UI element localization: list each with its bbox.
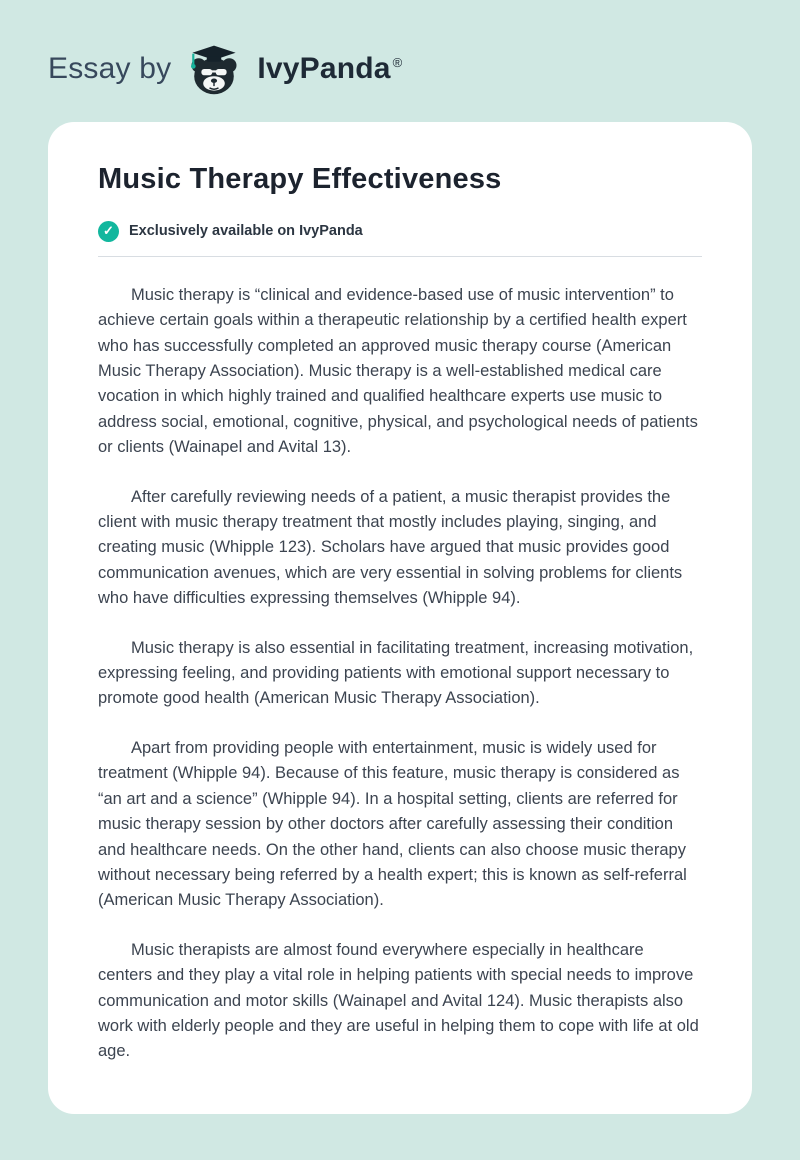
brand-text: IvyPanda [257,52,391,85]
availability-label: Exclusively available on IvyPanda [129,223,363,240]
essay-by-label: Essay by [48,52,172,85]
essay-card [48,122,752,1114]
availability-row [98,221,702,242]
essay-title: Music Therapy Effectiveness [98,163,502,195]
divider [98,256,702,257]
essay-paragraph-5: Music therapists are almost found everywhere especially in healthcare centers and they play a vital role in helping patients with special needs to improve communication and motor skills (Wainapel and Avital 124). Music therapists also work with elderly people and they are useful in helping them to cope with life at old age. [98,940,699,1061]
essay-paragraph-2: After carefully reviewing needs of a patient, a music therapist provides the client with music therapy treatment that mostly includes playing, singing, and creating music (Whipple 123). Scholars have argued that music provides good communication avenues, which are very essential in solving problems for clients who have difficulties expressing themselves (Whipple 94). [98,487,683,608]
essay-paragraph-3: Music therapy is also essential in facilitating treatment, increasing motivation, expressing feeling, and providing patients with emotional support necessary to promote good health (American Music Therapy Association). [98,638,694,708]
registered-mark: ® [392,55,403,70]
check-icon: ✓ [98,221,119,242]
header [0,0,800,122]
brand-name [257,52,402,86]
essay-paragraph-1: Music therapy is “clinical and evidence-based use of music intervention” to achieve certain goals within a therapeutic relationship by a certified health expert who has successfully completed an approved music therapy course (American Music Therapy Association). Music therapy is a well-established medical care vocation in which highly trained and qualified healthcare experts use music to address social, emotional, cognitive, physical, and psychological needs of patients or clients (Wainapel and Avital 13). [98,285,698,457]
ivypanda-logo-icon [185,42,243,96]
essay-paragraph-4: Apart from providing people with entertainment, music is widely used for treatment (Whipple 94). Because of this feature, music therapy is considered as “an art and a science” (Whipple 94). In a hospital setting, clients are referred for music therapy session by other doctors after carefully assessing their condition and healthcare needs. On the other hand, clients can also choose music therapy without necessary being referred by a health expert; this is known as self-referral (American Music Therapy Association). [98,738,687,910]
